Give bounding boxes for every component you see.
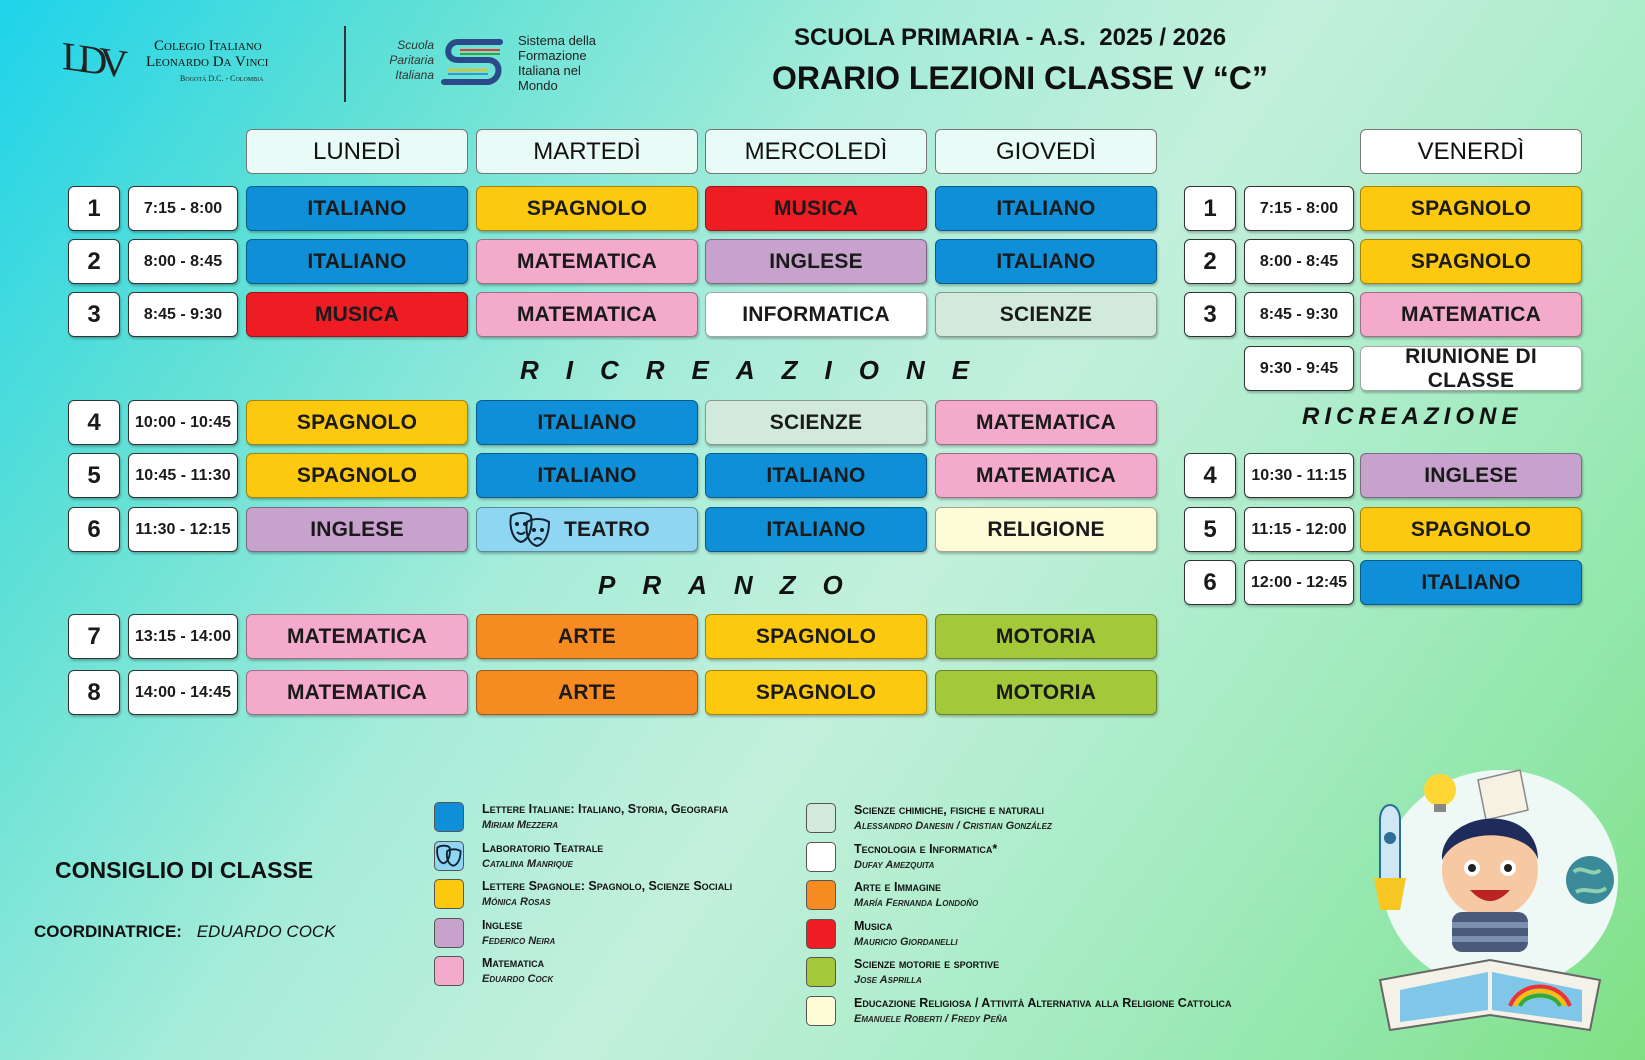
legend-swatch <box>806 880 836 910</box>
lesson-cell: ARTE <box>476 670 698 715</box>
legend-left-item <box>434 956 553 988</box>
fri-lesson-cell: ITALIANO <box>1360 560 1582 605</box>
consiglio-title: CONSIGLIO DI CLASSE <box>55 857 314 883</box>
coordinatrice-line <box>34 922 336 942</box>
lesson-cell: INFORMATICA <box>705 292 927 337</box>
legend-right-item <box>806 957 999 989</box>
day-header-venerdi: VENERDÌ <box>1360 129 1582 174</box>
fri-period-time: 8:45 - 9:30 <box>1244 292 1354 337</box>
school-logo <box>62 34 342 96</box>
period-time: 7:15 - 8:00 <box>128 186 238 231</box>
period-number: 4 <box>68 400 120 445</box>
fri-period-time: 12:00 - 12:45 <box>1244 560 1354 605</box>
ricreazione-venerdi-label: RICREAZIONE <box>1302 403 1523 430</box>
legend-left-item <box>434 879 732 911</box>
fri-period-number: 3 <box>1184 292 1236 337</box>
lesson-label: TEATRO <box>564 517 650 541</box>
school-name-line1: Colegio Italiano <box>154 38 262 54</box>
period-time: 10:00 - 10:45 <box>128 400 238 445</box>
fri-lesson-cell: RIUNIONE DI CLASSE <box>1360 346 1582 391</box>
legend-swatch <box>806 957 836 987</box>
legend-teacher: Mónica Rosas <box>482 896 551 908</box>
school-city: Bogotá D.C. - Colombia <box>180 74 264 83</box>
lesson-cell: ITALIANO <box>476 453 698 498</box>
lesson-cell: ITALIANO <box>246 239 468 284</box>
ldv-monogram: LDV <box>62 32 121 87</box>
sistema-logo-icon <box>438 34 510 90</box>
fri-lesson-cell: INGLESE <box>1360 453 1582 498</box>
legend-swatch <box>434 918 464 948</box>
fri-period-time: 9:30 - 9:45 <box>1244 346 1354 391</box>
legend-swatch <box>806 919 836 949</box>
pranzo-label: PRANZO <box>598 570 870 600</box>
lesson-cell: ITALIANO <box>476 400 698 445</box>
lesson-cell: SPAGNOLO <box>705 670 927 715</box>
legend-subject: Matematica <box>482 956 545 970</box>
ricreazione-label: RICREAZIONE <box>520 355 997 385</box>
lesson-cell: MATEMATICA <box>935 400 1157 445</box>
lesson-cell: RELIGIONE <box>935 507 1157 552</box>
legend-teacher: Catalina Manrique <box>482 857 573 870</box>
fri-period-time: 11:15 - 12:00 <box>1244 507 1354 552</box>
legend-swatch <box>806 842 836 872</box>
period-number: 2 <box>68 239 120 284</box>
period-number: 5 <box>68 453 120 498</box>
lesson-cell: SPAGNOLO <box>476 186 698 231</box>
legend-subject: Lettere Spagnole: Spagnolo, Scienze Sociali <box>482 879 733 893</box>
period-time: 8:45 - 9:30 <box>128 292 238 337</box>
legend-right-item <box>806 919 957 951</box>
period-number: 8 <box>68 670 120 715</box>
legend-teacher: Jose Asprilla <box>854 974 922 986</box>
lesson-cell: INGLESE <box>705 239 927 284</box>
lesson-cell: SCIENZE <box>705 400 927 445</box>
fri-lesson-cell: SPAGNOLO <box>1360 186 1582 231</box>
period-number: 3 <box>68 292 120 337</box>
legend-teacher: Mauricio Giordanelli <box>854 935 958 948</box>
child-reading-illustration <box>1360 760 1620 1050</box>
legend-subject: Inglese <box>482 917 523 932</box>
period-time: 10:45 - 11:30 <box>128 453 238 498</box>
fri-lesson-cell: SPAGNOLO <box>1360 507 1582 552</box>
fri-period-time: 10:30 - 11:15 <box>1244 453 1354 498</box>
day-header-giovedi: GIOVEDÌ <box>935 129 1157 174</box>
day-header-lunedi: LUNEDÌ <box>246 129 468 174</box>
fri-lesson-cell: SPAGNOLO <box>1360 239 1582 284</box>
legend-swatch <box>806 803 836 833</box>
legend-right-item <box>806 803 1052 835</box>
lesson-cell: ITALIANO <box>705 453 927 498</box>
theatre-masks-icon <box>507 510 553 550</box>
sistema-text: Sistema della Formazione Italiana nel Mondo <box>518 33 597 93</box>
lesson-cell: MATEMATICA <box>476 239 698 284</box>
fri-period-time: 8:00 - 8:45 <box>1244 239 1354 284</box>
legend-swatch <box>434 956 464 986</box>
fri-period-number: 4 <box>1184 453 1236 498</box>
legend-subject: Scienze motorie e sportive <box>854 957 1000 971</box>
lesson-cell: INGLESE <box>246 507 468 552</box>
lesson-cell <box>476 507 698 552</box>
fri-lesson-cell: MATEMATICA <box>1360 292 1582 337</box>
lesson-cell: MATEMATICA <box>935 453 1157 498</box>
period-number: 1 <box>68 186 120 231</box>
period-number: 6 <box>68 507 120 552</box>
lesson-cell: SPAGNOLO <box>705 614 927 659</box>
school-name-line2: Leonardo Da Vinci <box>146 54 269 70</box>
legend-teacher: Eduardo Cock <box>482 973 554 985</box>
page-title: ORARIO LEZIONI CLASSE V “C” <box>771 60 1269 96</box>
period-time: 13:15 - 14:00 <box>128 614 238 659</box>
lesson-cell: SPAGNOLO <box>246 453 468 498</box>
legend-subject: Arte e Immagine <box>854 880 941 894</box>
period-time: 8:00 - 8:45 <box>128 239 238 284</box>
period-number: 7 <box>68 614 120 659</box>
legend-teacher: Dufay Amezquita <box>854 858 935 871</box>
lesson-cell: MUSICA <box>246 292 468 337</box>
legend-right-item <box>806 880 978 912</box>
lesson-cell: ARTE <box>476 614 698 659</box>
lesson-cell: MOTORIA <box>935 670 1157 715</box>
legend-left-item <box>434 802 728 834</box>
legend-subject: Lettere Italiane: Italiano, Storia, Geografia <box>482 802 729 816</box>
legend-swatch <box>434 802 464 832</box>
lesson-cell: MATEMATICA <box>476 292 698 337</box>
period-time: 14:00 - 14:45 <box>128 670 238 715</box>
header-subtitle: SCUOLA PRIMARIA - A.S. 2025 / 2026 <box>793 24 1227 51</box>
legend-subject: Laboratorio Teatrale <box>482 840 604 855</box>
legend-right-item <box>806 842 997 874</box>
theatre-masks-icon <box>435 842 463 870</box>
legend-right-item <box>806 996 1231 1028</box>
lesson-cell: ITALIANO <box>935 186 1157 231</box>
fri-period-time: 7:15 - 8:00 <box>1244 186 1354 231</box>
legend-swatch <box>434 841 464 871</box>
legend-subject: Educazione Religiosa / Attività Alternativa alla Religione Cattolica <box>854 995 1232 1010</box>
lesson-cell: MATEMATICA <box>246 670 468 715</box>
legend-teacher: María Fernanda Londoño <box>854 897 979 909</box>
legend-subject: Tecnologia e Informatica* <box>854 841 998 856</box>
legend-left-item <box>434 841 603 873</box>
lesson-cell: ITALIANO <box>246 186 468 231</box>
legend-teacher: Emanuele Roberti / Fredy Peña <box>854 1012 1008 1025</box>
legend-left-item <box>434 918 555 950</box>
lesson-cell: ITALIANO <box>705 507 927 552</box>
legend-teacher: Alessandro Danesin / Cristian González <box>854 820 1052 832</box>
legend-subject: Scienze chimiche, fisiche e naturali <box>854 803 1045 817</box>
lesson-cell: MATEMATICA <box>246 614 468 659</box>
lesson-cell: SCIENZE <box>935 292 1157 337</box>
fri-period-number: 5 <box>1184 507 1236 552</box>
legend-teacher: Miriam Mezzera <box>482 819 559 831</box>
lesson-cell: MUSICA <box>705 186 927 231</box>
lesson-cell: ITALIANO <box>935 239 1157 284</box>
fri-period-number: 2 <box>1184 239 1236 284</box>
lesson-cell: MOTORIA <box>935 614 1157 659</box>
lesson-cell: SPAGNOLO <box>246 400 468 445</box>
scuola-paritaria-text: Scuola Paritaria Italiana <box>389 38 434 82</box>
legend-swatch <box>434 879 464 909</box>
fri-period-number: 1 <box>1184 186 1236 231</box>
legend-teacher: Federico Neira <box>482 934 556 947</box>
fri-period-number: 6 <box>1184 560 1236 605</box>
coordinatrice-name: EDUARDO COCK <box>196 922 336 941</box>
coordinatrice-label: COORDINATRICE: <box>34 922 182 941</box>
day-header-martedi: MARTEDÌ <box>476 129 698 174</box>
day-header-mercoledi: MERCOLEDÌ <box>705 129 927 174</box>
legend-swatch <box>806 996 836 1026</box>
legend-subject: Musica <box>854 918 893 933</box>
logo-divider <box>344 26 346 102</box>
period-time: 11:30 - 12:15 <box>128 507 238 552</box>
